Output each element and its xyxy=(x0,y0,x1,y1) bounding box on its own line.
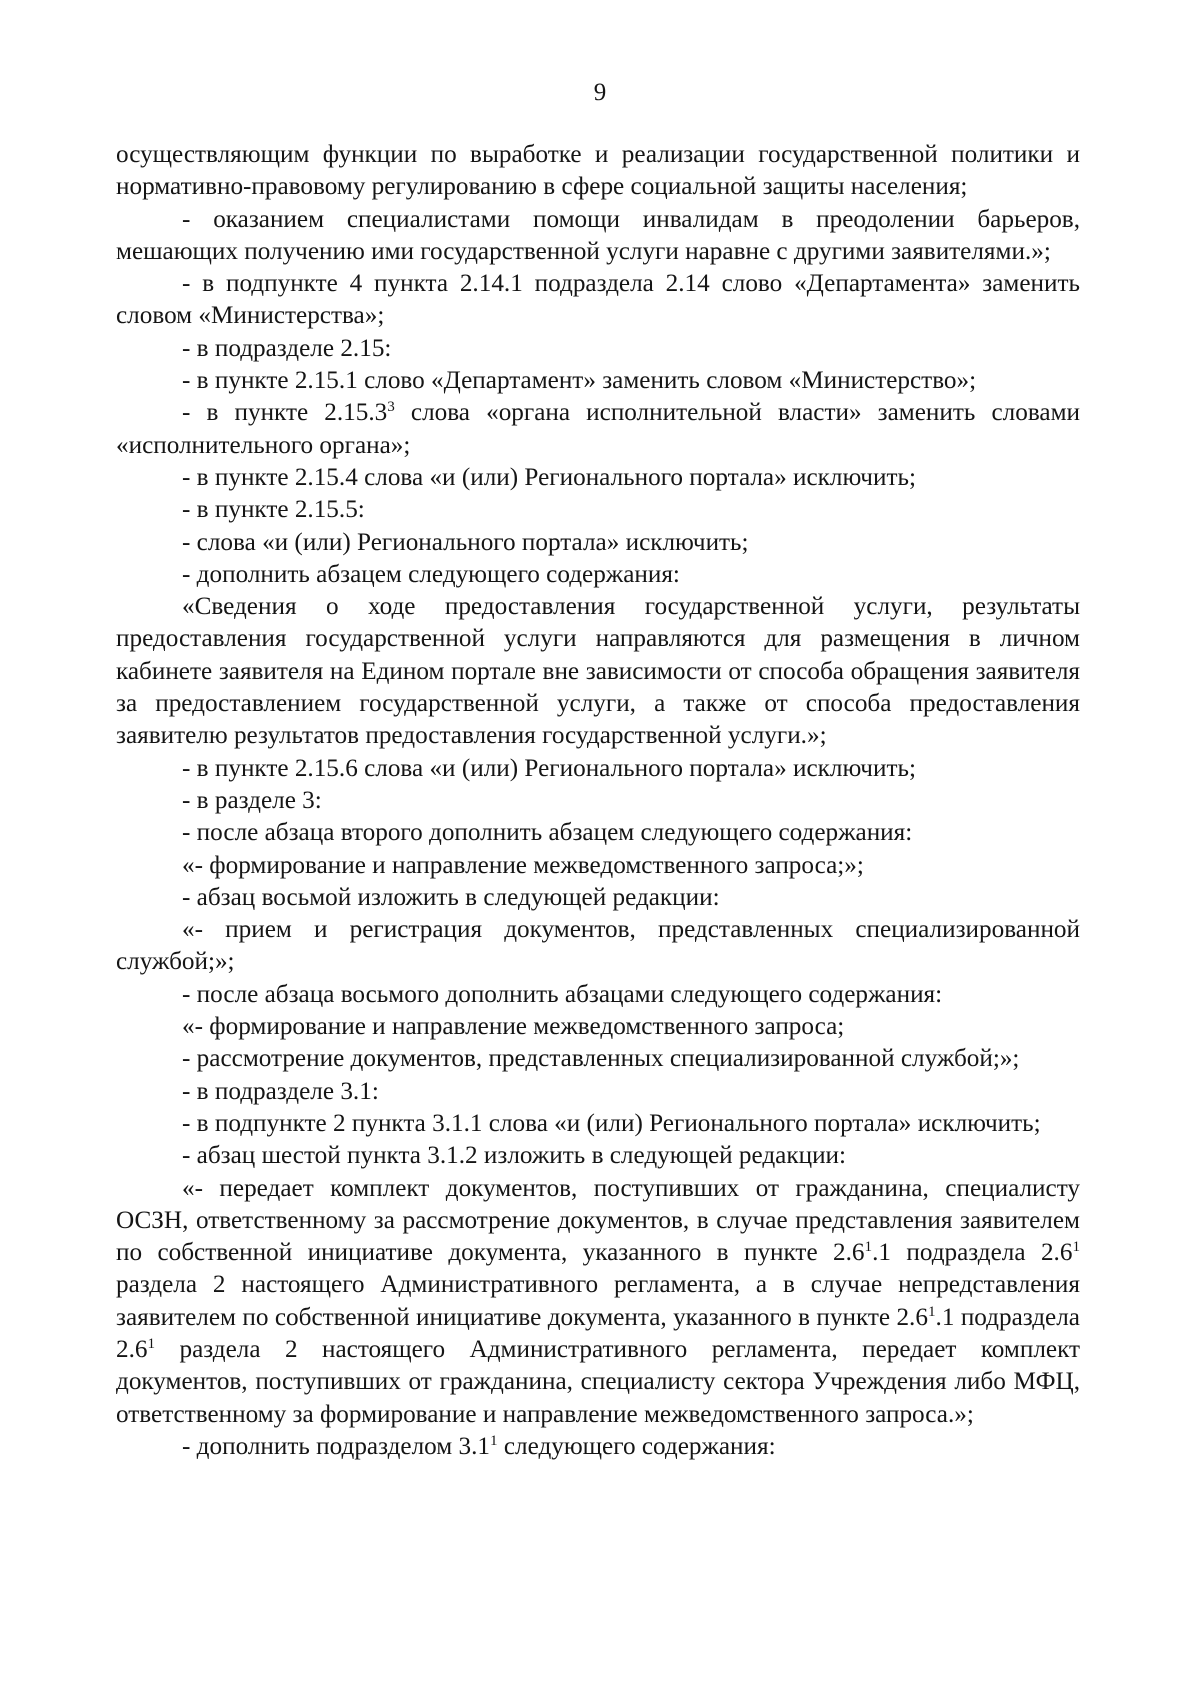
paragraph: «- передает комплект документов, поступивших от гражданина, специалисту ОСЗН, ответственному за рассмотрение документов, в случае представления заявителем по собственной инициативе документа, указанного в пункте $2.6^1.1$ подраздела $2.6^1$ раздела 2 настоящего Административного регламента, а в случае непредставления заявителем по собственной инициативе документа, указанного в пункте $2.6^1.1$ подраздела $2.6^1$ раздела 2 настоящего Административного регламента, передает комплект документов, поступивших от гражданина, специалисту сектора Учреждения либо МФЦ, ответственному за формирование и направление межведомственного запроса.»; xyxy=(116,1174,1080,1428)
paragraph: - после абзаца второго дополнить абзацем следующего содержания: xyxy=(182,819,913,847)
document-body xyxy=(116,139,1080,1463)
paragraph: - в подпункте 2 пункта 3.1.1 слова «и (или) Регионального портала» исключить; xyxy=(182,1109,1041,1137)
paragraph: - в пункте 2.15.5: xyxy=(182,496,365,524)
paragraph: - в подразделе 2.15: xyxy=(182,334,392,362)
paragraph: - дополнить подразделом $3.1^1$ следующего содержания: xyxy=(182,1432,776,1460)
paragraph: - рассмотрение документов, представленных специализированной службой;»; xyxy=(182,1045,1020,1073)
paragraph: - дополнить абзацем следующего содержания: xyxy=(182,560,680,588)
paragraph: - в пункте 2.15.3$^3$ слова «органа исполнительной власти» заменить словами «исполнительного органа»; xyxy=(116,399,1080,459)
paragraph: - оказанием специалистами помощи инвалидам в преодолении барьеров, мешающих получению ими государственной услуги наравне с другими заявителями.»; xyxy=(116,205,1080,265)
paragraph: - абзац шестой пункта 3.1.2 изложить в следующей редакции: xyxy=(182,1142,847,1170)
paragraph: - после абзаца восьмого дополнить абзацами следующего содержания: xyxy=(182,980,943,1008)
paragraph: «- формирование и направление межведомственного запроса; xyxy=(182,1013,845,1041)
paragraph: «- прием и регистрация документов, представленных специализированной службой;»; xyxy=(116,916,1080,976)
page-number: 9 xyxy=(593,79,607,106)
paragraph: - в пункте 2.15.6 слова «и (или) Регионального портала» исключить; xyxy=(182,754,916,782)
paragraph: - в разделе 3: xyxy=(182,786,322,814)
paragraph: - в пункте 2.15.4 слова «и (или) Регионального портала» исключить; xyxy=(182,463,916,491)
paragraph: «Сведения о ходе предоставления государственной услуги, результаты предоставления государственной услуги направляются для размещения в личном кабинете заявителя на Едином портале вне зависимости от способа обращения заявителя за предоставлением государственной услуги, а также от способа предоставления заявителю результатов предоставления государственной услуги.»; xyxy=(116,593,1080,750)
paragraph: - абзац восьмой изложить в следующей редакции: xyxy=(182,883,720,911)
paragraph: - в подпункте 4 пункта 2.14.1 подраздела 2.14 слово «Департамента» заменить словом «Министерства»; xyxy=(116,270,1080,330)
paragraph: - в пункте 2.15.1 слово «Департамент» заменить словом «Министерство»; xyxy=(182,367,977,395)
paragraph: - в подразделе 3.1: xyxy=(182,1077,379,1105)
paragraph: - слова «и (или) Регионального портала» исключить; xyxy=(182,528,749,556)
paragraph: осуществляющим функции по выработке и реализации государственной политики и нормативно-правовому регулированию в сфере социальной защиты населения; xyxy=(116,141,1080,201)
paragraph: «- формирование и направление межведомственного запроса;»; xyxy=(182,851,864,879)
